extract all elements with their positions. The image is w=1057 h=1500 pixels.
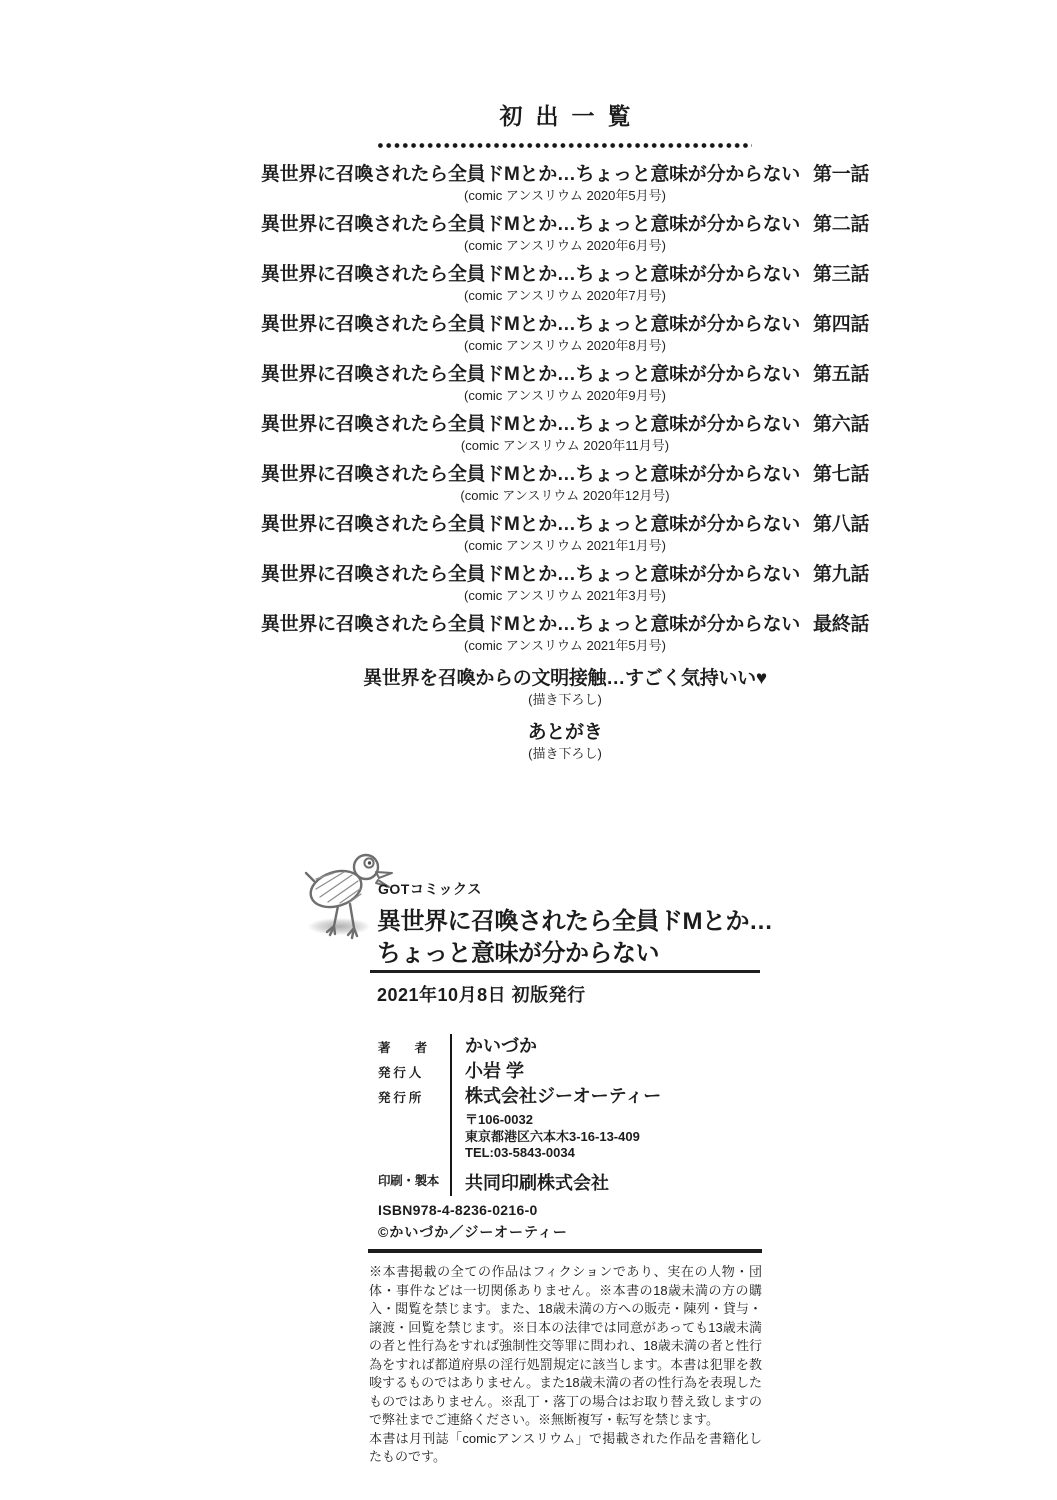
row-value: 小岩 学: [450, 1059, 778, 1084]
entry-episode: 第一話: [813, 164, 870, 185]
entry-title: 異世界に召喚されたら全員ドMとか…ちょっと意味が分からない: [260, 264, 801, 285]
entry-title: 異世界に召喚されたら全員ドMとか…ちょっと意味が分からない: [260, 614, 801, 635]
bonus-entry: [240, 667, 890, 709]
disclaimer-text: [369, 1263, 762, 1467]
entry-source: (comic アンスリウム 2020年7月号): [464, 288, 666, 303]
entry-title: 異世界に召喚されたら全員ドMとか…ちょっと意味が分からない: [260, 564, 801, 585]
entry-title: 異世界に召喚されたら全員ドMとか…ちょっと意味が分からない: [260, 364, 801, 385]
afterword-entry: [240, 721, 890, 763]
imprint-label: GOTコミックス: [378, 881, 482, 897]
entry-episode: 最終話: [813, 614, 870, 635]
entry-source: (comic アンスリウム 2020年8月号): [464, 338, 666, 353]
publication-entry: [240, 563, 890, 605]
entry-episode: 第八話: [813, 514, 870, 535]
bonus-source: (描き下ろし): [528, 692, 602, 707]
entry-source: (comic アンスリウム 2020年11月号): [460, 438, 670, 453]
colophon-row-author: [378, 1034, 778, 1059]
publication-entry: [240, 413, 890, 455]
entry-source: (comic アンスリウム 2020年12月号): [460, 488, 670, 503]
section-heading: 初出一覧: [499, 103, 644, 129]
entry-episode: 第六話: [813, 414, 870, 435]
entry-title: 異世界に召喚されたら全員ドMとか…ちょっと意味が分からない: [260, 164, 801, 185]
publication-entry: [240, 213, 890, 255]
book-title-line2: ちょっと意味が分からない: [377, 940, 659, 967]
book-title-line1: 異世界に召喚されたら全員ドMとか…: [377, 908, 773, 935]
entry-episode: 第三話: [813, 264, 870, 285]
publication-entry: [240, 263, 890, 305]
entry-source: (comic アンスリウム 2020年5月号): [464, 188, 666, 203]
row-label: 印刷・製本: [378, 1173, 440, 1188]
disclaimer-note: 本書は月刊誌「comicアンスリウム」で掲載された作品を書籍化したものです。: [369, 1430, 762, 1464]
publication-entry: [240, 313, 890, 355]
entry-source: (comic アンスリウム 2021年3月号): [464, 588, 666, 603]
entry-episode: 第二話: [813, 214, 870, 235]
entry-source: (comic アンスリウム 2021年5月号): [464, 638, 666, 653]
entry-title: 異世界に召喚されたら全員ドMとか…ちょっと意味が分からない: [260, 514, 801, 535]
publication-entry: [240, 513, 890, 555]
colophon-row-printer: [378, 1162, 778, 1196]
phone-number: TEL:03-5843-0034: [465, 1145, 575, 1160]
entry-source: (comic アンスリウム 2021年1月号): [464, 538, 666, 553]
colophon-table: [378, 1034, 778, 1196]
disclaimer-rule: [368, 1249, 762, 1253]
publication-entry: [240, 613, 890, 655]
first-publication-section: [240, 98, 890, 771]
colophon-row-publisher-company: [378, 1084, 778, 1162]
bonus-title: 異世界を召喚からの文明接触…すごく気持いい♥: [363, 668, 767, 689]
copyright-line: ©かいづか／ジーオーティー: [378, 1224, 568, 1240]
publication-entry: [240, 163, 890, 205]
publication-entry: [240, 363, 890, 405]
entry-source: (comic アンスリウム 2020年6月号): [464, 238, 666, 253]
entry-source: (comic アンスリウム 2020年9月号): [464, 388, 666, 403]
entry-title: 異世界に召喚されたら全員ドMとか…ちょっと意味が分からない: [260, 314, 801, 335]
row-label: 著 者: [378, 1041, 427, 1055]
entry-episode: 第五話: [813, 364, 870, 385]
edition-date: 2021年10月8日 初版発行: [377, 985, 586, 1005]
bird-logo-shadow: [308, 918, 370, 935]
street-address: 東京都港区六本木3-16-13-409: [465, 1128, 640, 1144]
row-value: かいづか: [450, 1034, 778, 1059]
entry-episode: 第九話: [813, 564, 870, 585]
disclaimer-paragraph: ※本書掲載の全ての作品はフィクションであり、実在の人物・団体・事件などは一切関係ありません。※本書の18歳未満の方の購入・閲覧を禁じます。また、18歳未満の方への販売・陳列・貸与・譲渡・回覧を禁じます。※日本の法律では同意があっても13歳未満の者と性行為をすれば強制性交等罪に問われ、18歳未満の者と性行為をすれば都道府県の淫行処罰規定に該当します。本書は犯罪を教唆するものではありません。また18歳未満の者の性行為を表現したものではありません。※乱丁・落丁の場合はお取り替え致しますので弊社までご連絡ください。※無断複写・転写を禁じます。: [369, 1264, 762, 1427]
entry-title: 異世界に召喚されたら全員ドMとか…ちょっと意味が分からない: [260, 464, 801, 485]
row-value: 共同印刷株式会社: [450, 1162, 778, 1196]
entry-title: 異世界に召喚されたら全員ドMとか…ちょっと意味が分からない: [260, 414, 801, 435]
title-rule: [370, 970, 760, 973]
colophon-row-publisher-person: [378, 1059, 778, 1084]
afterword-source: (描き下ろし): [528, 746, 602, 761]
row-label: 発 行 人: [378, 1066, 421, 1080]
entry-title: 異世界に召喚されたら全員ドMとか…ちょっと意味が分からない: [260, 214, 801, 235]
publication-entry: [240, 463, 890, 505]
postal-code: 〒106-0032: [465, 1112, 533, 1127]
entry-episode: 第七話: [813, 464, 870, 485]
afterword-title: あとがき: [527, 722, 603, 743]
isbn: ISBN978-4-8236-0216-0: [378, 1202, 538, 1218]
row-value: 株式会社ジーオーティー: [465, 1086, 662, 1106]
row-label: 発 行 所: [378, 1091, 421, 1105]
entry-episode: 第四話: [813, 314, 870, 335]
dotted-divider: [378, 143, 752, 148]
